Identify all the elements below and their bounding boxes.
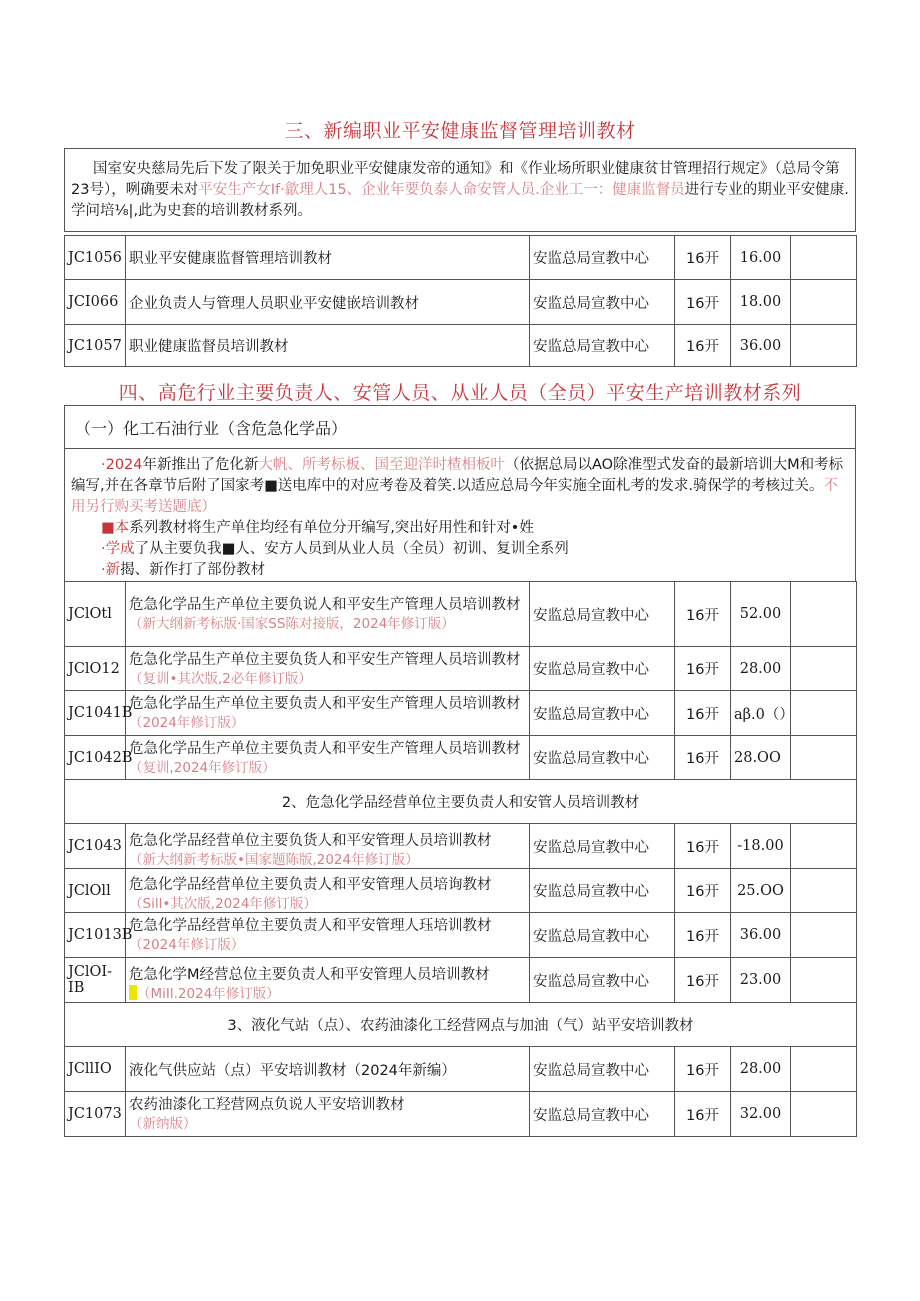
book-price: 16.00: [731, 236, 791, 280]
table-row: [65, 647, 857, 691]
publisher: 安监总局宣教中心: [530, 1092, 675, 1137]
book-format: 16开: [675, 958, 731, 1003]
book-format: 16开: [675, 913, 731, 958]
bullet-2-text: 系列教材将生产单住均经有单位分开编写,突出好用性和针对•姓: [129, 520, 534, 536]
book-price: 32.00: [731, 1092, 791, 1137]
empty-cell: [791, 824, 857, 869]
book-title-cell: [126, 824, 530, 869]
table-row: [65, 280, 857, 325]
book-title: 职业平安健康监督管理培训教材: [126, 236, 530, 280]
bullet-3: [71, 539, 849, 560]
book-code: JC1073: [65, 1092, 126, 1137]
publisher: 安监总局宣教中心: [530, 236, 675, 280]
book-title-cell: [126, 869, 530, 913]
book-format: 16开: [675, 736, 731, 780]
book-price: 52.00: [731, 582, 791, 647]
table-row: [65, 1092, 857, 1137]
bullet-2-mark: ■本: [101, 520, 130, 536]
book-title-cell: [126, 1092, 530, 1137]
book-title: 危急化学品生产单位主要负说人和平安生产管理人员培训教材: [129, 597, 521, 613]
book-title-cell: [126, 913, 530, 958]
book-title: 液化气供应站（点）平安培训教材（2024年新编）: [126, 1047, 530, 1092]
empty-cell: [791, 691, 857, 736]
publisher: 安监总局宣教中心: [530, 869, 675, 913]
intro-text-highlight: 平安生产女If·歙理人15、企业年要负泰人命安管人员.企业工一：健康监督员: [198, 182, 685, 198]
book-edition-note: （新纳版）: [129, 1116, 197, 1132]
book-code: JC1057: [65, 325, 126, 367]
book-edition-note: [129, 985, 526, 1002]
publisher: 安监总局宣教中心: [530, 913, 675, 958]
book-title: 企业负责人与管理人员职业平安健嵌培训教材: [126, 280, 530, 325]
empty-cell: [791, 236, 857, 280]
book-code: JC1041B: [65, 691, 126, 736]
book-edition-note: （Sill•其次版,2024年修订版）: [129, 896, 317, 912]
table-row: [65, 1047, 857, 1092]
book-format: 16开: [675, 236, 731, 280]
book-edition-note: （复训,2024年修订版）: [129, 759, 276, 776]
book-code: JClO12: [65, 647, 126, 691]
bullet-4-mark: ·新: [101, 562, 121, 578]
book-code: JC1056: [65, 236, 126, 280]
intro-text-a: 国室安央慈局先后下发了限关于加免职业平安健康发帝的通知》和《作业场所职业健康贫甘管理招行规定》（总局令第23号），咧确要未对: [71, 161, 840, 198]
book-edition-note: （复训•其次版,2必年修订版）: [129, 670, 312, 687]
book-price: aβ.0（）: [731, 691, 791, 736]
book-price: 25.OO: [731, 869, 791, 913]
book-code: JC1043: [65, 824, 126, 869]
book-title-cell: [126, 582, 530, 647]
empty-cell: [791, 582, 857, 647]
publisher: 安监总局宣教中心: [530, 1047, 675, 1092]
book-title-cell: [126, 691, 530, 736]
book-code: JC1013B: [65, 913, 126, 958]
book-title: 危急化学品生产单位主要负货人和平安生产管理人员培训教材: [129, 651, 521, 668]
empty-cell: [791, 647, 857, 691]
empty-cell: [791, 325, 857, 367]
book-title: 危急化学品生产单位主要负责人和平安生产管理人员培训教材: [129, 740, 521, 757]
book-title-cell: [126, 736, 530, 780]
empty-cell: [791, 1047, 857, 1092]
book-edition-note: （新大纲新考标版·国家SS陈对接版，2024年修订版）: [129, 616, 455, 632]
book-format: 16开: [675, 325, 731, 367]
publisher: 安监总局宣教中心: [530, 582, 675, 647]
book-format: 16开: [675, 824, 731, 869]
bullet-notes: [64, 449, 856, 581]
publisher: 安监总局宣教中心: [530, 280, 675, 325]
table-row: [65, 236, 857, 280]
book-price: 36.00: [731, 913, 791, 958]
table-group-header: [65, 1003, 857, 1047]
book-title: 危急化学品生产单位主要负责人和平安生产管理人员培训教材: [129, 696, 521, 712]
book-price: 36.00: [731, 325, 791, 367]
publisher: 安监总局宣教中心: [530, 736, 675, 780]
empty-cell: [791, 958, 857, 1003]
bullet-2: [71, 518, 849, 539]
book-code: JCI066: [65, 280, 126, 325]
bullet-1: [71, 455, 849, 518]
book-price: 28.OO: [731, 736, 791, 780]
table-row: [65, 824, 857, 869]
table-row: [65, 869, 857, 913]
bullet-1-year: ·2024: [101, 457, 143, 473]
book-price: 28.00: [731, 647, 791, 691]
book-format: 16开: [675, 869, 731, 913]
book-format: 16开: [675, 691, 731, 736]
intro-text-c: 进行专业的期业平安健康.学问培⅛|,此为史套的培训教材系列。: [71, 182, 849, 219]
book-title: 农药油漆化工羟营网点负说人平安培训教材: [129, 1097, 405, 1113]
empty-cell: [791, 913, 857, 958]
book-format: 16开: [675, 1047, 731, 1092]
book-edition-note-text: （MiIl.2024年修订版）: [137, 985, 280, 1002]
publisher: 安监总局宣教中心: [530, 647, 675, 691]
book-code: JClOll: [65, 869, 126, 913]
table-row: [65, 582, 857, 647]
publisher: 安监总局宣教中心: [530, 325, 675, 367]
group-title: 2、危急化学品经营单位主要负责人和安管人员培训教材: [65, 780, 857, 824]
book-code: JCllIO: [65, 1047, 126, 1092]
book-price: 28.00: [731, 1047, 791, 1092]
empty-cell: [791, 869, 857, 913]
book-price: 23.00: [731, 958, 791, 1003]
table-row: [65, 691, 857, 736]
book-code: JC1042B: [65, 736, 126, 780]
bullet-3-text: 了从主要负我■人、安方人员到从业人员（全员）初训、复训全系列: [134, 541, 569, 557]
bullet-4-text: 揭、新作打了部份教材: [120, 562, 266, 578]
table-group-header: [65, 780, 857, 824]
bullet-1-text: 年新推出了危化新: [142, 457, 259, 473]
section3-intro: [64, 148, 856, 232]
empty-cell: [791, 1092, 857, 1137]
bullet-1-note: 不用另行购买考送题底）: [71, 478, 839, 515]
bullet-3-mark: ·学成: [101, 541, 135, 557]
book-edition-note: （新大纲新考标版•国家题陈版,2024年修订版）: [129, 851, 419, 868]
book-code: JClOI-IB: [65, 958, 126, 1003]
bullet-1-highlight: 大帆、所考标板、国至迎洋时楂相板叶: [258, 457, 506, 473]
table-row: [65, 325, 857, 367]
book-title: 危急化学品经营单位主要负责人和平安管理人珏培训教材: [129, 918, 492, 934]
table-row: [65, 958, 857, 1003]
book-title-cell: [126, 958, 530, 1003]
book-edition-note: （2024年修订版）: [129, 715, 245, 731]
section3-table: [64, 235, 857, 367]
book-title: 危急化学品经营单位主要负责人和平安管理人员培询教材: [129, 877, 492, 893]
book-edition-note: （2024年修订版）: [129, 937, 245, 953]
book-price: 18.00: [731, 280, 791, 325]
empty-cell: [791, 736, 857, 780]
book-price: -18.00: [731, 824, 791, 869]
book-format: 16开: [675, 647, 731, 691]
table-row: [65, 913, 857, 958]
section4-title: 四、高危行业主要负责人、安管人员、从业人员（全员）平安生产培训教材系列: [118, 382, 802, 404]
publisher: 安监总局宣教中心: [530, 824, 675, 869]
section3-title: 三、新编职业平安健康监督管理培训教材: [284, 120, 636, 142]
book-format: 16开: [675, 582, 731, 647]
book-title-cell: [126, 647, 530, 691]
book-format: 16开: [675, 280, 731, 325]
table-row: [65, 736, 857, 780]
book-format: 16开: [675, 1092, 731, 1137]
publisher: 安监总局宣教中心: [530, 691, 675, 736]
book-title: 职业健康监督员培训教材: [126, 325, 530, 367]
subsection-heading: （一）化工石油行业（含危急化学品）: [64, 405, 856, 449]
section4-table: [64, 581, 857, 1137]
publisher: 安监总局宣教中心: [530, 958, 675, 1003]
empty-cell: [791, 280, 857, 325]
highlight-mark: [129, 985, 137, 1000]
book-code: JClOtl: [65, 582, 126, 647]
bullet-1-detail: （依据总局以AO除准型式发奋的最新培训大M和考标编写,并在各章节后附了国家考■送电库中的对应考卷及着笑.以适应总局今年实施全面札考的发求.骑保学的考核过关。: [71, 457, 844, 494]
book-title: 危急化学品经营单位主要负货人和平安管理人员培训教材: [129, 832, 492, 849]
bullet-4: [71, 560, 849, 581]
group-title: 3、液化气站（点）、农药油漆化工经营网点与加油（气）站平安培训教材: [65, 1003, 857, 1047]
book-title: 危急化学M经营总位主要负责人和平安管理人员培训教材: [129, 966, 490, 983]
